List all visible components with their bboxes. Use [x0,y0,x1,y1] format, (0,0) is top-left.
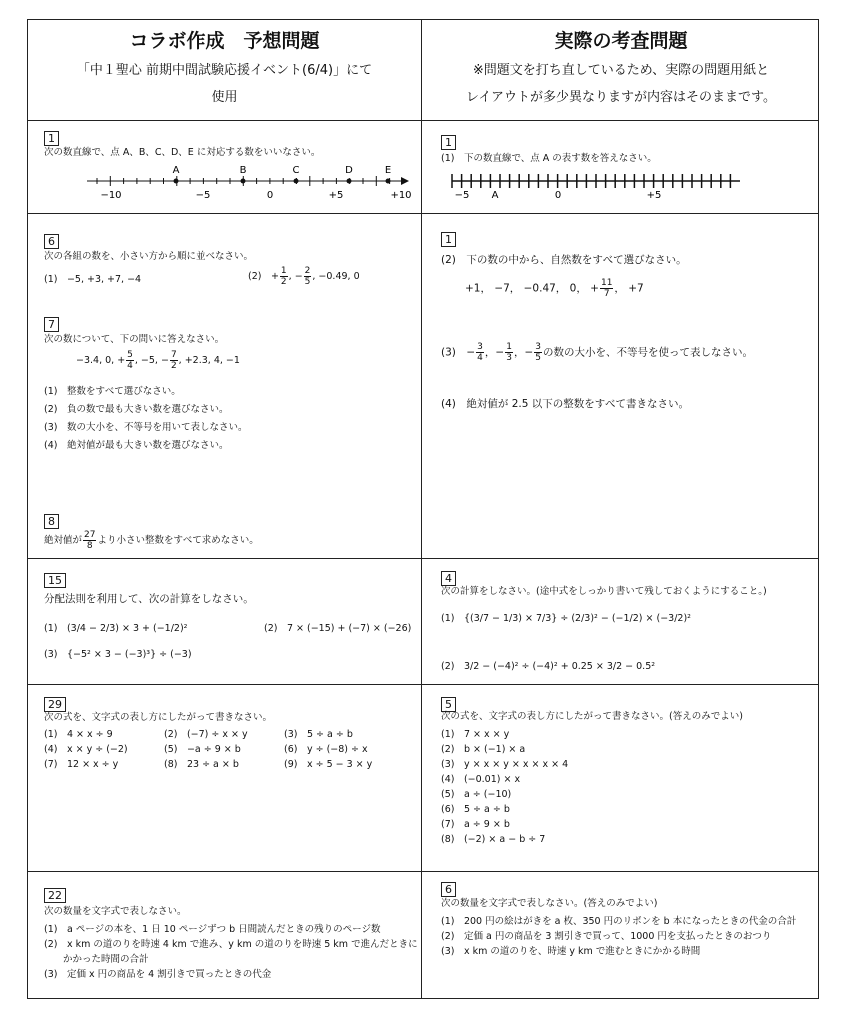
sub-question: (5) −a ÷ 9 × b [164,744,241,755]
sub-question: (1) −5, +3, +7, −4 [44,274,142,285]
question-text: 次の式を、文字式の表し方にしたがって書きなさい。 [44,712,273,723]
tick-label: +5 [646,190,662,201]
sub-question: (1) {(3/7 − 1/3) × 7/3} ÷ (2/3)² − (−1/2) × (−3/2)² [441,613,691,624]
question-number: 1 [44,131,59,146]
question-text: 次の式を、文字式の表し方にしたがって書きなさい。(答えのみでよい) [441,711,743,722]
point-label: D [345,165,353,176]
sub-question: (3) 数の大小を、不等号を用いて表しなさい。 [44,422,248,433]
question-text: 次の数について、下の問いに答えなさい。 [44,334,225,345]
sub-question: (2) 定価 a 円の商品を 3 割引きで買って、1000 円を支払ったときのおつり [441,931,772,942]
right-title: 実際の考査問題 [554,30,688,52]
row3-left [28,559,421,684]
sub-question: (6) 5 ÷ a ÷ b [441,804,510,815]
point-label: B [239,165,247,176]
question-number: 15 [44,573,66,588]
question-number: 29 [44,697,66,712]
tick-label: +5 [328,190,344,201]
point-label: A [491,190,499,201]
row2-right [423,214,819,558]
header-right [423,20,819,120]
tick-label: +10 [390,190,412,201]
tick-label: 0 [266,190,274,201]
number-line [83,161,413,201]
tick-label: −5 [195,190,211,201]
point-label: C [292,165,300,176]
left-subtitle: 「中１聖心 前期中間試験応援イベント(6/4)」にて [76,63,373,78]
sub-question-list [441,727,568,847]
question-text: 絶対値が $\frac{27}{8}$ より小さい整数をすべて求めなさい。 [44,530,259,551]
left-subtitle-2: 使用 [211,90,238,105]
sub-question: (3) − $\frac{3}{4}$ ，− $\frac{1}{3}$ ，− $\frac{3}{5}$ の数の大小を、不等号を使って表しなさい。 [441,342,753,363]
sub-question: (3) y × x × y × x × x × 4 [441,759,569,770]
question-number: 8 [44,514,59,529]
row5-left [28,872,421,998]
row5-right [423,872,819,998]
question-text: (1) 下の数直線で、点 A の表す数を答えなさい。 [441,153,657,164]
point-label: E [384,165,392,176]
number-list: +1， −7， −0.47， 0， + $\frac{11}{7}$ ， +7 [465,278,644,299]
row1-right [423,121,819,213]
sub-question: (4) x × y ÷ (−2) [44,744,128,755]
row1-left [28,121,421,213]
number-list: −3.4, 0, + $\frac{5}{4}$ , −5, − $\frac{7}{2}$ , +2.3, 4, −1 [76,350,240,371]
question-text: 次の計算をしなさい。(途中式をしっかり書いて残しておくようにすること。) [441,586,767,597]
sub-question: (4) 絶対値が最も大きい数を選びなさい。 [44,440,229,451]
sub-question: (8) (−2) × a − b ÷ 7 [441,834,546,845]
sub-question: (1) 整数をすべて選びなさい。 [44,386,181,397]
header-left [28,20,421,120]
sub-question: (2) 下の数の中から、自然数をすべて選びなさい。 [441,254,687,266]
sub-question: (6) y ÷ (−8) ÷ x [284,744,368,755]
sub-question: (1) 200 円の絵はがきを a 枚、350 円のリボンを b 本になったときの代金の合計 [441,916,797,927]
sub-question: (2) (−7) ÷ x × y [164,729,248,740]
tick-label: 0 [554,190,562,201]
row2-left [28,214,421,558]
number-line [448,167,748,203]
question-number: 4 [441,571,456,586]
question-number: 6 [441,882,456,897]
sub-question: (4) 絶対値が 2.5 以下の整数をすべて書きなさい。 [441,398,690,410]
sub-question: (3) {−5² × 3 − (−3)³} ÷ (−3) [44,649,192,660]
question-number: 22 [44,888,66,903]
question-number: 6 [44,234,59,249]
sub-question-grid [44,727,404,772]
question-number: 1 [441,135,456,150]
sub-question: (2) 負の数で最も大きい数を選びなさい。 [44,404,229,415]
right-subtitle-2: レイアウトが多少異なりますが内容はそのままです。 [466,90,776,105]
sub-question: (2) x km の道のりを時速 4 km で進み、y km の道のりを時速 5 km で進んだときに [44,939,418,950]
sub-question: (7) 12 × x ÷ y [44,759,119,770]
sub-question: (7) a ÷ 9 × b [441,819,510,830]
sub-question: (2) 7 × (−15) + (−7) × (−26) [264,623,412,634]
sub-question: (1) 4 × x ÷ 9 [44,729,113,740]
question-number: 1 [441,232,456,247]
row4-left [28,685,421,871]
left-title: コラボ作成 予想問題 [129,30,320,52]
sub-question: (1) (3/4 − 2/3) × 3 + (−1/2)² [44,623,188,634]
sub-question: かかった時間の合計 [44,954,149,965]
sub-question: (2) b × (−1) × a [441,744,526,755]
row4-right [423,685,819,871]
point-label: A [172,165,180,176]
sub-question: (4) (−0.01) × x [441,774,521,785]
sub-question: (3) 5 ÷ a ÷ b [284,729,353,740]
comparison-table [27,19,819,999]
column-divider [421,20,422,998]
question-number: 5 [441,697,456,712]
sub-question: (5) a ÷ (−10) [441,789,512,800]
question-text: 次の数量を文字式で表しなさい。 [44,906,187,917]
question-text: 次の数直線で、点 A、B、C、D、E に対応する数をいいなさい。 [44,147,321,158]
question-text: 次の数量を文字式で表しなさい。(答えのみでよい) [441,898,658,909]
question-text: 次の各組の数を、小さい方から順に並べなさい。 [44,251,254,262]
sub-question: (1) a ページの本を、1 日 10 ページずつ b 日間読んだときの残りのページ数 [44,924,381,935]
tick-label: −10 [100,190,122,201]
row3-right [423,559,819,684]
sub-question: (9) x ÷ 5 − 3 × y [284,759,373,770]
sub-question: (3) x km の道のりを、時速 y km で進むときにかかる時間 [441,946,701,957]
sub-question: (3) 定価 x 円の商品を 4 割引きで買ったときの代金 [44,969,272,980]
sub-question: (2) 3/2 − (−4)² ÷ (−4)² + 0.25 × 3/2 − 0.5² [441,661,656,672]
sub-question: (8) 23 ÷ a × b [164,759,239,770]
sub-question: (2) + $\frac{1}{2}$ , − $\frac{2}{5}$ , −0.49, 0 [248,266,360,287]
sub-question-list [44,922,418,982]
sub-question-list [441,914,796,959]
right-subtitle: ※問題文を打ち直しているため、実際の問題用紙と [472,63,770,78]
tick-label: −5 [454,190,470,201]
question-number: 7 [44,317,59,332]
question-text: 分配法則を利用して、次の計算をしなさい。 [44,593,254,605]
sub-question: (1) 7 × x × y [441,729,510,740]
